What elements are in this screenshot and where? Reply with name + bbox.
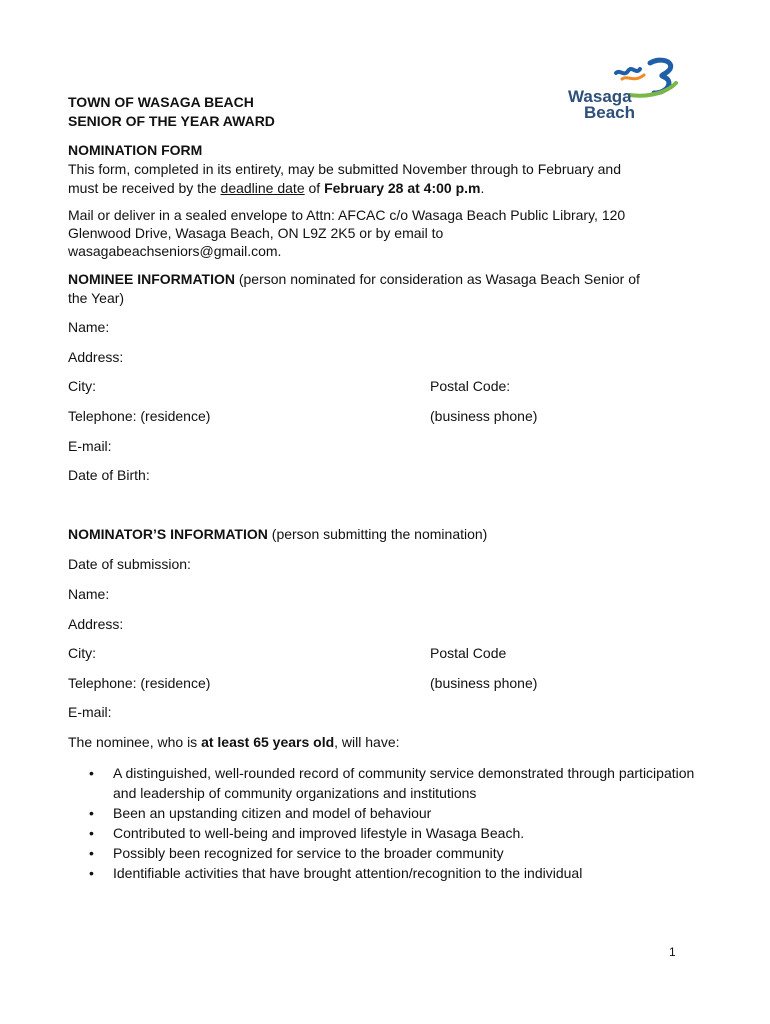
nominator-telephone-label: Telephone: (residence) <box>68 675 211 691</box>
intro-line-2 <box>68 179 484 198</box>
nominee-description-cont: the Year) <box>68 290 125 306</box>
intro-period: . <box>480 180 485 196</box>
mail-line-2: Glenwood Drive, Wasaga Beach, ON L9Z 2K5 or by email to <box>68 225 444 241</box>
criteria-intro <box>68 733 400 752</box>
criteria-list <box>68 763 708 883</box>
criteria-intro-text: The nominee, who is <box>68 734 202 750</box>
nominator-description: (person submitting the nomination) <box>267 526 488 542</box>
criteria-item-text: A distinguished, well-rounded record of community service demonstrated through participation and leadership of community organizations and institutions <box>113 765 695 801</box>
nominee-heading-line <box>68 270 640 289</box>
criteria-intro-end: , will have: <box>334 734 400 750</box>
nominee-telephone-label: Telephone: (residence) <box>68 408 211 424</box>
criteria-item-text: Identifiable activities that have brought attention/recognition to the individual <box>113 865 583 881</box>
nominator-business-phone-label: (business phone) <box>430 675 538 691</box>
town-heading: TOWN OF WASAGA BEACH <box>68 94 254 110</box>
nominator-date-label: Date of submission: <box>68 556 191 572</box>
list-item <box>68 863 708 883</box>
deadline-value: February 28 at 4:00 p.m <box>324 180 481 196</box>
wasaga-beach-logo <box>560 55 690 125</box>
bullet-icon: • <box>89 865 94 881</box>
list-item <box>68 823 708 843</box>
deadline-date-text: deadline date <box>220 180 305 196</box>
nominee-dob-label: Date of Birth: <box>68 467 150 483</box>
nominee-email-label: E-mail: <box>68 438 112 454</box>
bullet-icon: • <box>89 845 94 861</box>
mail-line-3: wasagabeachseniors@gmail.com. <box>68 243 282 259</box>
nominee-postal-label: Postal Code: <box>430 378 511 394</box>
form-title: NOMINATION FORM <box>68 142 203 158</box>
list-item <box>68 803 708 823</box>
age-requirement: at least 65 years old <box>201 734 335 750</box>
criteria-item-text: Contributed to well-being and improved lifestyle in Wasaga Beach. <box>113 825 525 841</box>
logo-word-beach: Beach <box>584 103 636 122</box>
bullet-icon: • <box>89 825 94 841</box>
nominator-heading-line <box>68 525 487 544</box>
nominee-address-label: Address: <box>68 349 124 365</box>
intro-text: must be received by the <box>68 180 221 196</box>
list-item <box>68 763 708 803</box>
criteria-item-text: Been an upstanding citizen and model of behaviour <box>113 805 432 821</box>
nominator-city-label: City: <box>68 645 96 661</box>
nominator-email-label: E-mail: <box>68 704 112 720</box>
page-number: 1 <box>669 945 676 959</box>
nominator-heading: NOMINATOR’S INFORMATION <box>68 526 268 542</box>
nominator-address-label: Address: <box>68 616 124 632</box>
logo-word-wasaga: Wasaga <box>568 87 632 106</box>
criteria-item-text: Possibly been recognized for service to the broader community <box>113 845 504 861</box>
bullet-icon: • <box>89 765 94 781</box>
nominee-business-phone-label: (business phone) <box>430 408 538 424</box>
intro-line-1: This form, completed in its entirety, may be submitted November through to February and <box>68 161 621 177</box>
nominator-name-label: Name: <box>68 586 110 602</box>
nominee-name-label: Name: <box>68 319 110 335</box>
bullet-icon: • <box>89 805 94 821</box>
nominee-city-label: City: <box>68 378 96 394</box>
intro-connector: of <box>304 180 325 196</box>
award-heading: SENIOR OF THE YEAR AWARD <box>68 113 275 129</box>
nominee-description: (person nominated for consideration as Wasaga Beach Senior of <box>234 271 640 287</box>
nominator-postal-label: Postal Code <box>430 645 507 661</box>
nominee-heading: NOMINEE INFORMATION <box>68 271 235 287</box>
wasaga-beach-logo-graphic <box>560 55 690 125</box>
list-item <box>68 843 708 863</box>
mail-line-1: Mail or deliver in a sealed envelope to Attn: AFCAC c/o Wasaga Beach Public Library, 120 <box>68 207 626 223</box>
